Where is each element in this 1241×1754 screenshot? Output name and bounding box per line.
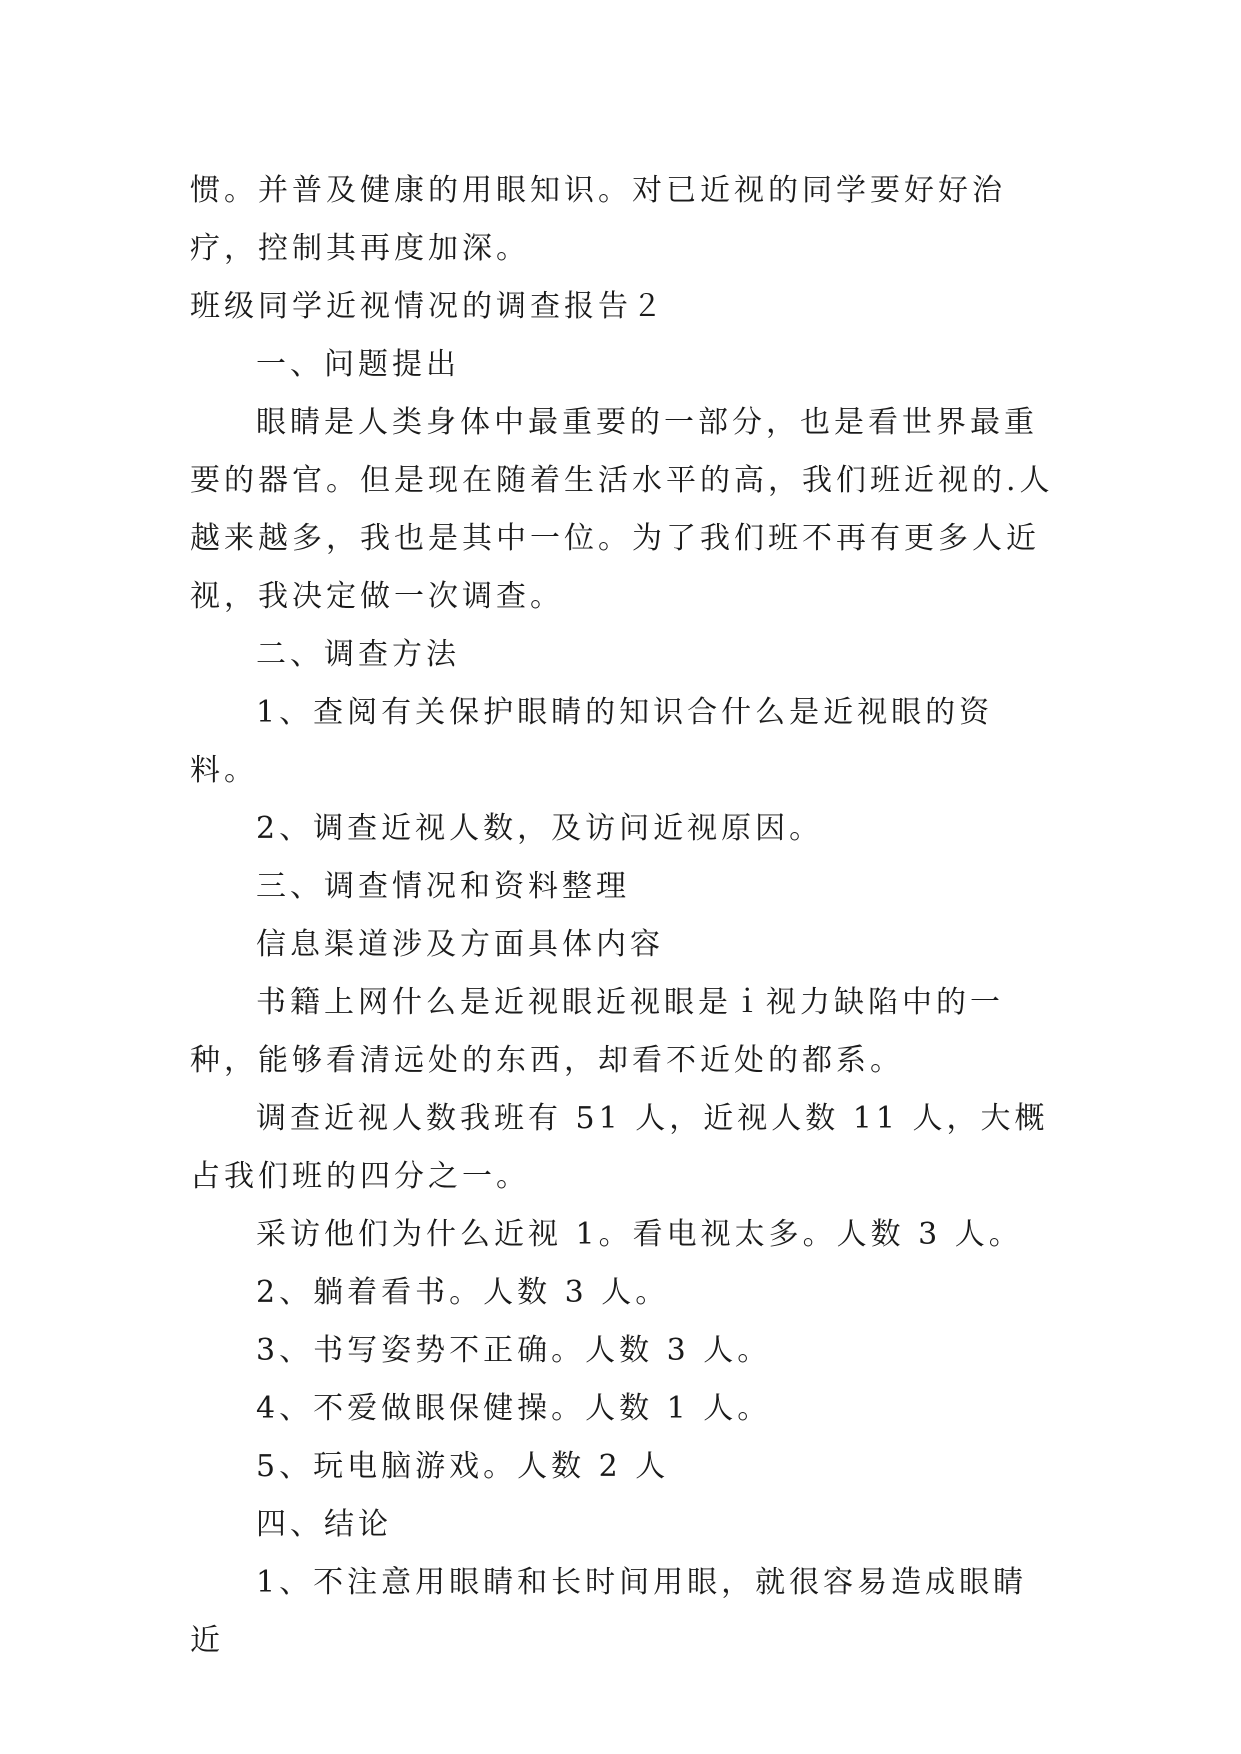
list-item: 2、躺着看书。人数 3 人。	[256, 1275, 670, 1310]
list-item: 2、调查近视人数，及访问近视原因。	[256, 811, 824, 846]
paragraph: 眼睛是人类身体中最重要的一部分，也是看世界最重要的器官。但是现在随着生活水平的高，我们班近视的.人越来越多，我也是其中一位。为了我们班不再有更多人近视，我决定做一次调查。	[190, 405, 1054, 614]
list-item: 采访他们为什么近视 1。看电视太多。人数 3 人。	[256, 1217, 1023, 1252]
section-heading: 二、调查方法	[256, 637, 460, 672]
document-body	[190, 162, 1060, 1670]
paragraph: 信息渠道涉及方面具体内容	[256, 927, 664, 962]
list-item: 3、书写姿势不正确。人数 3 人。	[256, 1333, 772, 1368]
list-item: 1、不注意用眼睛和长时间用眼，就很容易造成眼睛近	[190, 1565, 1028, 1658]
paragraph: 调查近视人数我班有 51 人，近视人数 11 人，大概占我们班的四分之一。	[190, 1101, 1049, 1194]
paragraph: 书籍上网什么是近视眼近视眼是ｉ视力缺陷中的一种，能够看清远处的东西，却看不近处的都系。	[190, 985, 1004, 1078]
report-title: 班级同学近视情况的调查报告２	[190, 289, 666, 324]
section-heading: 一、问题提出	[256, 347, 460, 382]
paragraph: 惯。并普及健康的用眼知识。对已近视的同学要好好治疗，控制其再度加深。	[190, 173, 1006, 266]
section-heading: 三、调查情况和资料整理	[256, 869, 630, 904]
section-heading: 四、结论	[256, 1507, 392, 1542]
list-item: 1、查阅有关保护眼睛的知识合什么是近视眼的资料。	[190, 695, 994, 788]
list-item: 5、玩电脑游戏。人数 2 人	[256, 1449, 670, 1484]
list-item: 4、不爱做眼保健操。人数 1 人。	[256, 1391, 772, 1426]
